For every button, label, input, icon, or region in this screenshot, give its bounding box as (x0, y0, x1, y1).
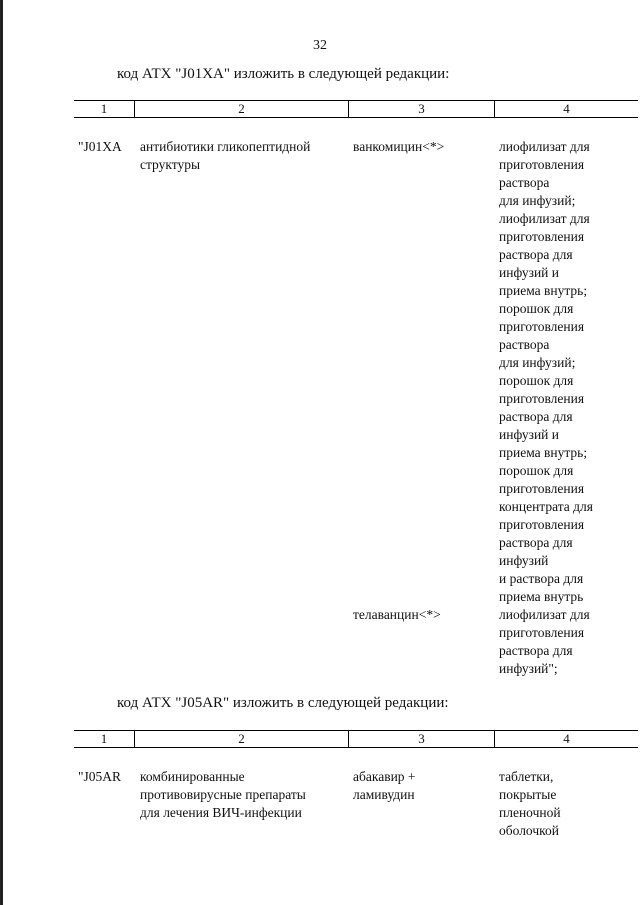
scan-edge (0, 0, 3, 905)
drug-abacavir-lamivudine (353, 768, 416, 804)
form-line: лиофилизат для (499, 607, 590, 622)
header-col-1: 1 (100, 101, 108, 116)
form-line: раствора (499, 337, 550, 352)
table-header-j05ar (74, 730, 638, 748)
page-number: 32 (313, 38, 327, 53)
dosage-forms-abacavir-lamivudine (499, 768, 561, 840)
section-instruction-j05ar: код АТХ "J05AR" изложить в следующей редакции: (117, 695, 449, 711)
dosage-forms-vancomycin (499, 138, 593, 606)
form-line: порошок для (499, 373, 574, 388)
form-line: лиофилизат для (499, 139, 590, 154)
form-line: раствора для (499, 409, 573, 424)
form-line: раствора для (499, 643, 573, 658)
drug-telavancin: телаванцин<*> (353, 607, 441, 622)
form-line: инфузий (499, 553, 549, 568)
header-col-1: 1 (100, 731, 108, 746)
form-line: порошок для (499, 301, 574, 316)
form-line: покрытые (499, 787, 557, 802)
header-col-4: 4 (563, 101, 570, 116)
group-name-j01xa (140, 138, 310, 174)
form-line: инфузий и (499, 265, 559, 280)
form-line: приготовления (499, 229, 585, 244)
header-col-2: 2 (238, 101, 245, 116)
group-line: противовирусные препараты (140, 787, 306, 802)
form-line: оболочкой (499, 823, 559, 838)
table-header-j01xa (74, 100, 638, 118)
drug-line: ламивудин (353, 787, 415, 802)
form-line: приготовления (499, 319, 585, 334)
dosage-forms-telavancin (499, 606, 590, 678)
form-line: приготовления (499, 481, 585, 496)
header-col-4: 4 (563, 731, 570, 746)
group-line: структуры (140, 157, 201, 172)
group-name-j05ar (140, 768, 306, 822)
form-line: для инфузий; (499, 193, 576, 208)
form-line: приготовления (499, 625, 585, 640)
form-line: приема внутрь (499, 589, 584, 604)
atc-code-j05ar: "J05AR (78, 769, 122, 784)
drug-line: абакавир + (353, 769, 416, 784)
section-instruction-j01xa: код АТХ "J01XA" изложить в следующей редакции: (117, 66, 450, 82)
form-line: инфузий"; (499, 661, 558, 676)
form-line: лиофилизат для (499, 211, 590, 226)
form-line: концентрата для (499, 499, 593, 514)
form-line: и раствора для (499, 571, 584, 586)
form-line: приготовления (499, 391, 585, 406)
form-line: раствора для (499, 535, 573, 550)
group-line: антибиотики гликопептидной (140, 139, 311, 154)
group-line: для лечения ВИЧ-инфекции (140, 805, 302, 820)
form-line: приготовления (499, 157, 585, 172)
form-line: приготовления (499, 517, 585, 532)
form-line: порошок для (499, 463, 574, 478)
header-col-3: 3 (418, 101, 425, 116)
form-line: раствора (499, 175, 550, 190)
group-line: комбинированные (140, 769, 245, 784)
form-line: для инфузий; (499, 355, 576, 370)
drug-vancomycin: ванкомицин<*> (353, 139, 445, 154)
header-col-2: 2 (238, 731, 245, 746)
form-line: раствора для (499, 247, 573, 262)
form-line: инфузий и (499, 427, 559, 442)
form-line: таблетки, (499, 769, 554, 784)
form-line: приема внутрь; (499, 283, 588, 298)
form-line: пленочной (499, 805, 561, 820)
atc-code-j01xa: "J01XA (78, 139, 122, 154)
form-line: приема внутрь; (499, 445, 588, 460)
header-col-3: 3 (418, 731, 425, 746)
